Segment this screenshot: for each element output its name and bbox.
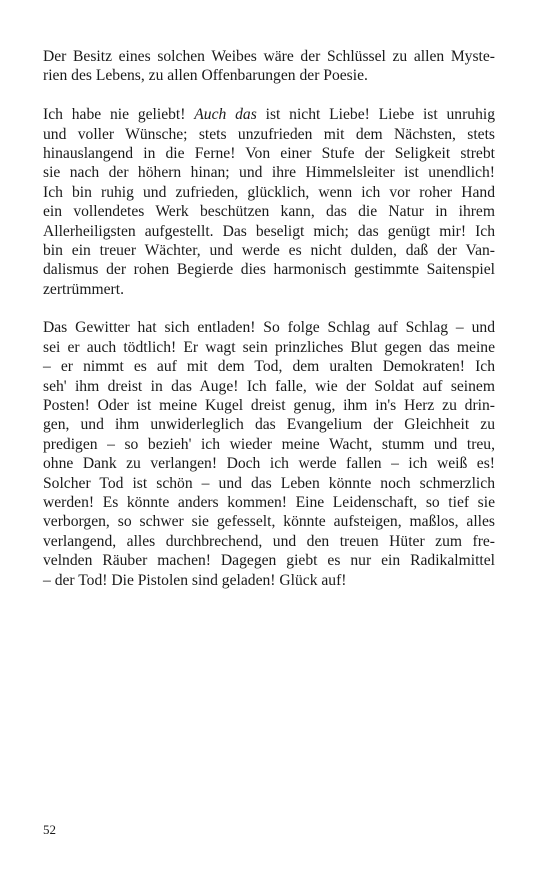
text-line: ohne Dank zu verlangen! Doch ich werde fallen – ich weiß es! bbox=[43, 455, 495, 473]
text-line: hinauslangend in die Ferne! Von einer Stufe der Seligkeit strebt bbox=[43, 144, 495, 162]
text-line: zertrümmert. bbox=[43, 280, 124, 298]
text-line: Posten! Oder ist meine Kugel dreist genug, ihm in's Herz zu drin- bbox=[43, 397, 495, 415]
text-line: dalismus der rohen Begierde dies harmonisch gestimmte Saitenspiel bbox=[43, 261, 495, 279]
text-line bbox=[43, 105, 495, 124]
paragraph-gap bbox=[43, 86, 495, 105]
text-line: sie nach der höhern hinan; und ihre Himmelsleiter ist unendlich! bbox=[43, 164, 495, 182]
text-line: verlangend, alles durchbrechend, und den treuen Hüter zum fre- bbox=[43, 532, 495, 550]
text-line: ein vollendetes Werk beschützen kann, das die Natur in ihrem bbox=[43, 203, 495, 221]
emphasized-text: Auch das bbox=[194, 106, 257, 124]
page-number: 52 bbox=[43, 822, 56, 837]
text-line: Solcher Tod ist schön – und das Leben könnte noch schmerzlich bbox=[43, 474, 495, 492]
text-line: verborgen, so schwer sie gefesselt, könnte aufsteigen, maßlos, alles bbox=[43, 513, 495, 531]
text-line: bin ein treuer Wächter, und werde es nicht dulden, daß der Van- bbox=[43, 241, 495, 259]
text-line: – der Tod! Die Pistolen sind geladen! Glück auf! bbox=[43, 571, 347, 589]
text-run: ist nicht Liebe! Liebe ist unruhig bbox=[256, 106, 496, 124]
text-line: Allerheiligsten aufgestellt. Das beseligt mich; das genügt mir! Ich bbox=[43, 222, 495, 240]
text-line: Ich bin ruhig und zufrieden, glücklich, wenn ich vor roher Hand bbox=[43, 183, 495, 201]
text-line: werden! Es könnte anders kommen! Eine Leidenschaft, so tief sie bbox=[43, 493, 495, 511]
text-line: rien des Lebens, zu allen Offenbarungen der Poesie. bbox=[43, 67, 368, 85]
paragraph-gap bbox=[43, 299, 495, 318]
book-page-text bbox=[43, 47, 495, 590]
text-line: sei er auch tödtlich! Er wagt sein prinzliches Blut gegen das meine bbox=[43, 338, 495, 356]
text-line: – er nimmt es auf mit dem Tod, dem uralten Demokraten! Ich bbox=[43, 358, 495, 376]
text-line: predigen – so bezieh' ich wieder meine Wacht, stumm und treu, bbox=[43, 435, 495, 453]
text-line: Der Besitz eines solchen Weibes wäre der Schlüssel zu allen Myste- bbox=[43, 48, 495, 65]
text-line: velnden Räuber machen! Dagegen giebt es nur ein Radikalmittel bbox=[43, 552, 495, 570]
paragraph-3 bbox=[43, 318, 495, 589]
text-line: gen, und ihm unwiderleglich das Evangelium der Gleichheit zu bbox=[43, 416, 495, 434]
text-line: seh' ihm dreist in das Auge! Ich falle, wie der Soldat auf seinem bbox=[43, 377, 495, 395]
paragraph-1 bbox=[43, 47, 495, 86]
text-run: Ich habe nie geliebt! bbox=[43, 106, 195, 124]
paragraph-2 bbox=[43, 105, 495, 299]
text-line: und voller Wünsche; stets unzufrieden mit dem Nächsten, stets bbox=[43, 125, 495, 143]
text-line: Das Gewitter hat sich entladen! So folge Schlag auf Schlag – und bbox=[43, 319, 495, 337]
